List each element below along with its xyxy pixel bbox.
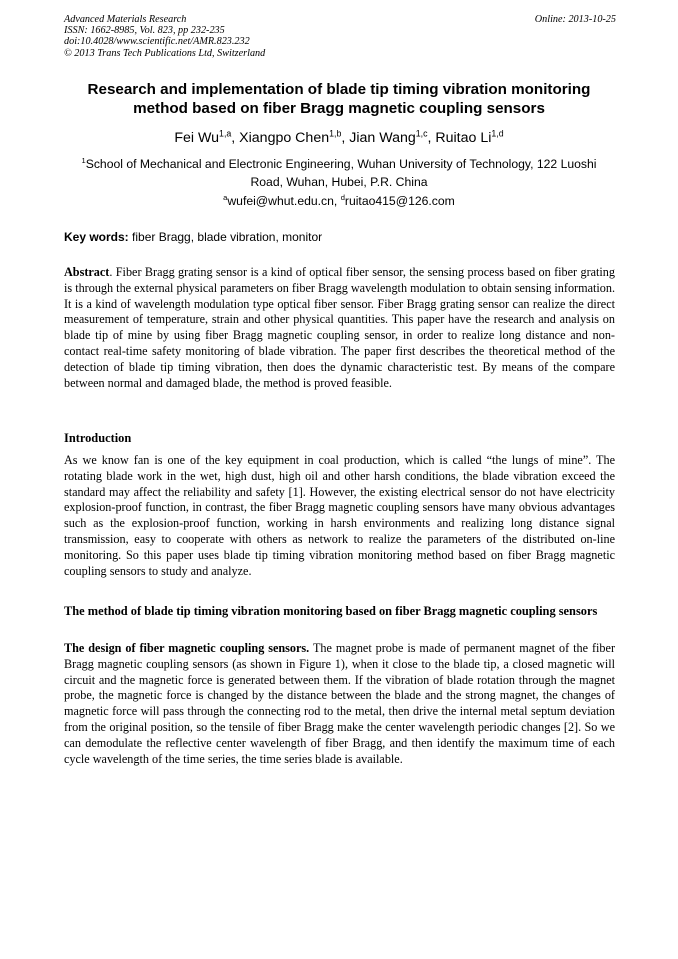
keywords-text: fiber Bragg, blade vibration, monitor (132, 230, 323, 244)
email-mark: d (340, 192, 345, 202)
journal-info (64, 14, 616, 59)
paper-title: Research and implementation of blade tip timing vibration monitoring method based on fiber Bragg magnetic coupling sensors (87, 81, 591, 117)
author-name: Ruitao Li (435, 130, 492, 146)
author-name: Fei Wu (174, 130, 220, 146)
author-affiliation-mark: 1,c (415, 128, 428, 139)
email-address: ruitao415@126.com (344, 194, 455, 208)
email-address: wufei@whut.edu.cn (227, 194, 334, 208)
abstract-text: . Fiber Bragg grating sensor is a kind of optical fiber sensor, the sensing process based on fiber grating is through the external physical parameters on fiber Bragg wavelength modulation to obtain sensing information. It is a kind of wavelength modulation type optical fiber sensor. Fiber Bragg grating sensor can realize the direct measurement of temperature, strain and other physical quantities. This paper have the research and analysis on blade tip of mine by using fiber Bragg magnetic coupling sensor, in order to realize long distance and non-contact real-time safety monitoring of blade vibration. The paper first describes the theoretical method of the detection of blade tip timing vibration, then does the dynamic characteristic test. By means of the compare between normal and damaged blade, the method is proved feasible. (64, 265, 615, 390)
journal-header (64, 14, 616, 59)
journal-doi: doi:10.4028/www.scientific.net/AMR.823.232 (64, 36, 250, 48)
author-emails: $^a$wufei@whut.edu.cn, $^d$ruitao415@126.com (223, 192, 455, 208)
keywords (64, 229, 616, 245)
author-affiliation-mark: 1,d (491, 128, 504, 139)
email-mark: a (223, 192, 228, 202)
author-affiliation-mark: 1,a (219, 128, 232, 139)
method-heading: The method of blade tip timing vibration monitoring based on fiber Bragg magnetic coupling sensors (64, 604, 598, 618)
journal-issn: ISSN: 1662-8985, Vol. 823, pp 232-235 (64, 25, 225, 37)
abstract-label: Abstract (64, 265, 110, 279)
online-date: Online: 2013-10-25 (534, 14, 616, 25)
author-list: Fei Wu$^{1,a}$, Xiangpo Chen$^{1,b}$, Jian Wang$^{1,c}$, Ruitao Li$^{1,d}$ (174, 128, 504, 146)
design-paragraph (64, 641, 615, 767)
introduction-heading: Introduction (64, 431, 132, 445)
author-name: Jian Wang (349, 130, 416, 146)
affiliation-text: School of Mechanical and Electronic Engineering, Wuhan University of Technology, 122 Luoshi Road, Wuhan, Hubei, P.R. China (85, 157, 597, 189)
affiliation-mark: 1 (81, 155, 86, 165)
introduction-paragraph: As we know fan is one of the key equipment in coal production, which is called “the lungs of mine”. The rotating blade work in the wet, high dust, high oil and other harsh conditions, the blade vibration exceed the standard may affect the reliability and safety [1]. However, the existing electrical sensor do not have electricity explosion-proof function, in contrast, the fiber Bragg magnetic coupling sensors have many obvious advantages such as the explosion-proof function, working in harsh environments and realizing long distance signal transmission, easy to cooperate with others as network to realize the parameters of the distributed on-line monitoring. So this paper uses blade tip timing vibration monitoring method based on fiber Bragg magnetic coupling sensors to study and analyze. (64, 453, 615, 578)
abstract (64, 265, 615, 391)
author-affiliation-mark: 1,b (329, 128, 342, 139)
author-name: Xiangpo Chen (239, 130, 330, 146)
design-text: The magnet probe is made of permanent magnet of the fiber Bragg magnetic coupling sensors (as shown in Figure 1), when it close to the blade tip, a closed magnetic will circuit and the magnetic force is generated between them. If the vibration of blade rotation through the magnet probe, the magnetic force is changed by the distance between the blade and the strong magnet, the changes of magnetic force will pass through the connecting rod to the metal, then drive the internal metal septum deviation from the original position, so the tensile of fiber Bragg make the center wavelength periodic changes [2]. So we can demodulate the reflective center wavelength of fiber Bragg, and then identify the maximum time of each cycle wavelength of the time series, the time series blade is available. (64, 641, 615, 766)
keywords-label: Key words: (64, 230, 129, 244)
journal-name: Advanced Materials Research (64, 14, 187, 25)
journal-copyright: © 2013 Trans Tech Publications Ltd, Switzerland (64, 47, 266, 59)
affiliation (66, 156, 612, 191)
design-subheading: The design of fiber magnetic coupling sensors. (64, 641, 310, 655)
